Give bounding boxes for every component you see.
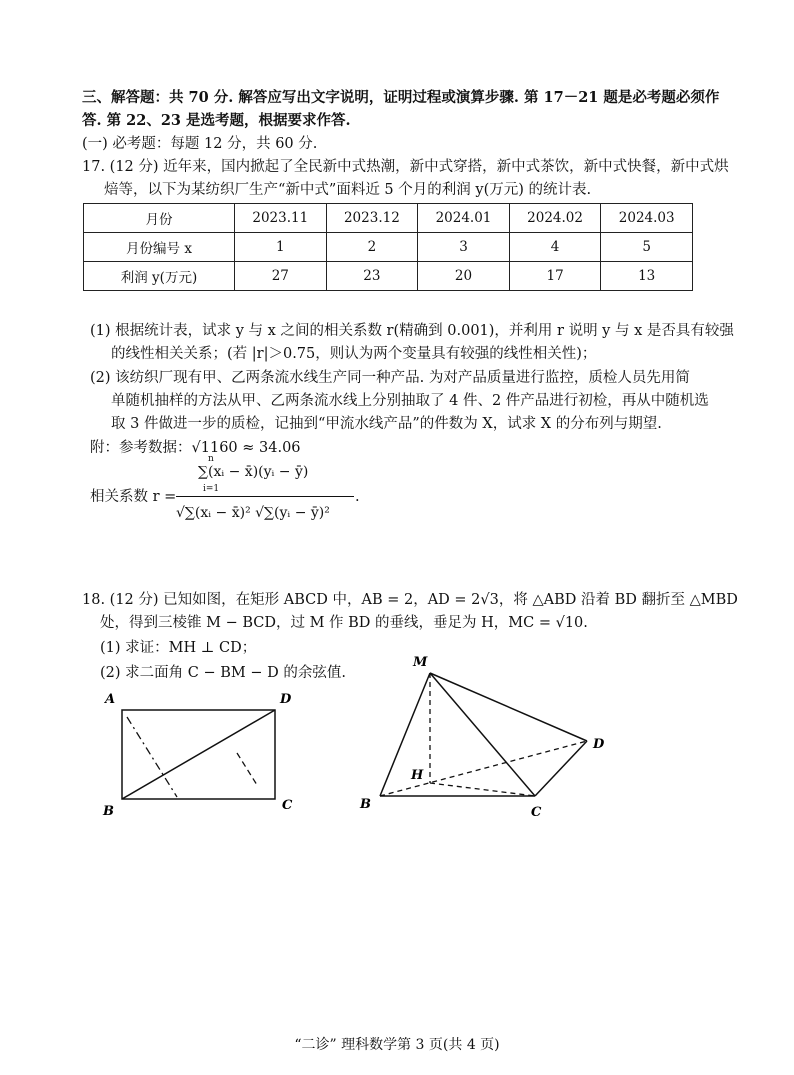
edge-mc bbox=[430, 673, 535, 796]
table-cell: 27 bbox=[235, 262, 327, 291]
formula-period: . bbox=[355, 489, 360, 505]
table-cell: 5 bbox=[601, 233, 693, 262]
page-footer: “二诊” 理科数学第 3 页(共 4 页) bbox=[294, 1037, 500, 1053]
sum-upper-limit: n bbox=[208, 454, 214, 464]
table-cell: 17 bbox=[509, 262, 601, 291]
q17-part2-line1: (2) 该纺织厂现有甲、乙两条流水线生产同一种产品. 为对产品质量进行监控，质检人员先用简 bbox=[90, 370, 690, 386]
label-d2: D bbox=[593, 737, 605, 752]
label-m: M bbox=[413, 655, 428, 670]
tetrahedron-figure bbox=[355, 648, 625, 828]
q17-part2-line2: 单随机抽样的方法从甲、乙两条流水线上分别抽取了 4 件、2 件产品进行初检，再从中随机选 bbox=[111, 393, 709, 409]
profit-table bbox=[83, 203, 693, 291]
fold-line-c bbox=[237, 753, 257, 785]
q18-stem-line1: 18. (12 分) 已知如图，在矩形 ABCD 中，AB = 2，AD = 2√3，将 △ABD 沿着 BD 翻折至 △MBD bbox=[82, 592, 738, 608]
formula-numerator: ∑(xᵢ − x̄)(yᵢ − ȳ) bbox=[198, 464, 309, 480]
edge-cd bbox=[535, 741, 587, 796]
label-b: B bbox=[103, 804, 114, 819]
table-header-cell: 月份编号 x bbox=[84, 233, 235, 262]
table-row bbox=[84, 233, 693, 262]
section-header-line2: 答. 第 22、23 是选考题，根据要求作答. bbox=[82, 112, 351, 129]
table-cell: 23 bbox=[326, 262, 418, 291]
label-d: D bbox=[280, 692, 292, 707]
fraction-bar bbox=[176, 496, 354, 497]
table-header-cell: 月份 bbox=[84, 204, 235, 233]
table-cell: 2024.03 bbox=[601, 204, 693, 233]
table-cell: 1 bbox=[235, 233, 327, 262]
formula-denominator: √∑(xᵢ − x̄)² √∑(yᵢ − ȳ)² bbox=[176, 505, 330, 521]
q17-part2-line3: 取 3 件做进一步的质检，记抽到“甲流水线产品”的件数为 X，试求 X 的分布列与期望. bbox=[111, 416, 662, 432]
table-row bbox=[84, 262, 693, 291]
table-cell: 13 bbox=[601, 262, 693, 291]
label-h: H bbox=[411, 768, 424, 783]
q17-part1-line1: (1) 根据统计表，试求 y 与 x 之间的相关系数 r(精确到 0.001)，并利用 r 说明 y 与 x 是否具有较强 bbox=[90, 323, 734, 339]
section-part1: (一) 必考题：每题 12 分，共 60 分. bbox=[82, 136, 318, 152]
q17-stem-line2: 焙等，以下为某纺织厂生产“新中式”面料近 5 个月的利润 y(万元) 的统计表. bbox=[104, 182, 592, 198]
q18-part1: (1) 求证：MH ⊥ CD； bbox=[100, 640, 257, 656]
fold-line-a bbox=[127, 717, 177, 797]
section-header-line1: 三、解答题：共 70 分. 解答应写出文字说明，证明过程或演算步骤. 第 17－21 题是必考题必须作 bbox=[82, 89, 720, 106]
sum-lower-limit: i=1 bbox=[203, 484, 220, 494]
label-b2: B bbox=[360, 797, 371, 812]
table-cell: 2024.02 bbox=[509, 204, 601, 233]
label-c2: C bbox=[531, 805, 542, 820]
rectangle-figure bbox=[95, 685, 305, 820]
table-row bbox=[84, 204, 693, 233]
table-cell: 2 bbox=[326, 233, 418, 262]
q18-part2: (2) 求二面角 C − BM − D 的余弦值. bbox=[100, 665, 346, 681]
table-cell: 2024.01 bbox=[418, 204, 510, 233]
q17-part1-line2: 的线性相关关系；(若 |r|＞0.75，则认为两个变量具有较强的线性相关性)； bbox=[111, 346, 597, 362]
table-header-cell: 利润 y(万元) bbox=[84, 262, 235, 291]
table-cell: 3 bbox=[418, 233, 510, 262]
edge-md bbox=[430, 673, 587, 741]
label-c: C bbox=[282, 798, 293, 813]
table-cell: 4 bbox=[509, 233, 601, 262]
table-cell: 2023.11 bbox=[235, 204, 327, 233]
segment-hc bbox=[430, 783, 535, 796]
table-cell: 20 bbox=[418, 262, 510, 291]
q18-stem-line2: 处，得到三棱锥 M − BCD，过 M 作 BD 的垂线，垂足为 H，MC = √10. bbox=[100, 615, 588, 631]
diagonal-bd bbox=[122, 710, 275, 799]
formula-label: 相关系数 r = bbox=[90, 489, 177, 505]
reference-data: 附：参考数据：√1160 ≈ 34.06 bbox=[90, 440, 301, 456]
q17-stem-line1: 17. (12 分) 近年来，国内掀起了全民新中式热潮，新中式穿搭，新中式茶饮，新中式快餐，新中式烘 bbox=[82, 159, 729, 175]
label-a: A bbox=[105, 692, 116, 707]
table-cell: 2023.12 bbox=[326, 204, 418, 233]
